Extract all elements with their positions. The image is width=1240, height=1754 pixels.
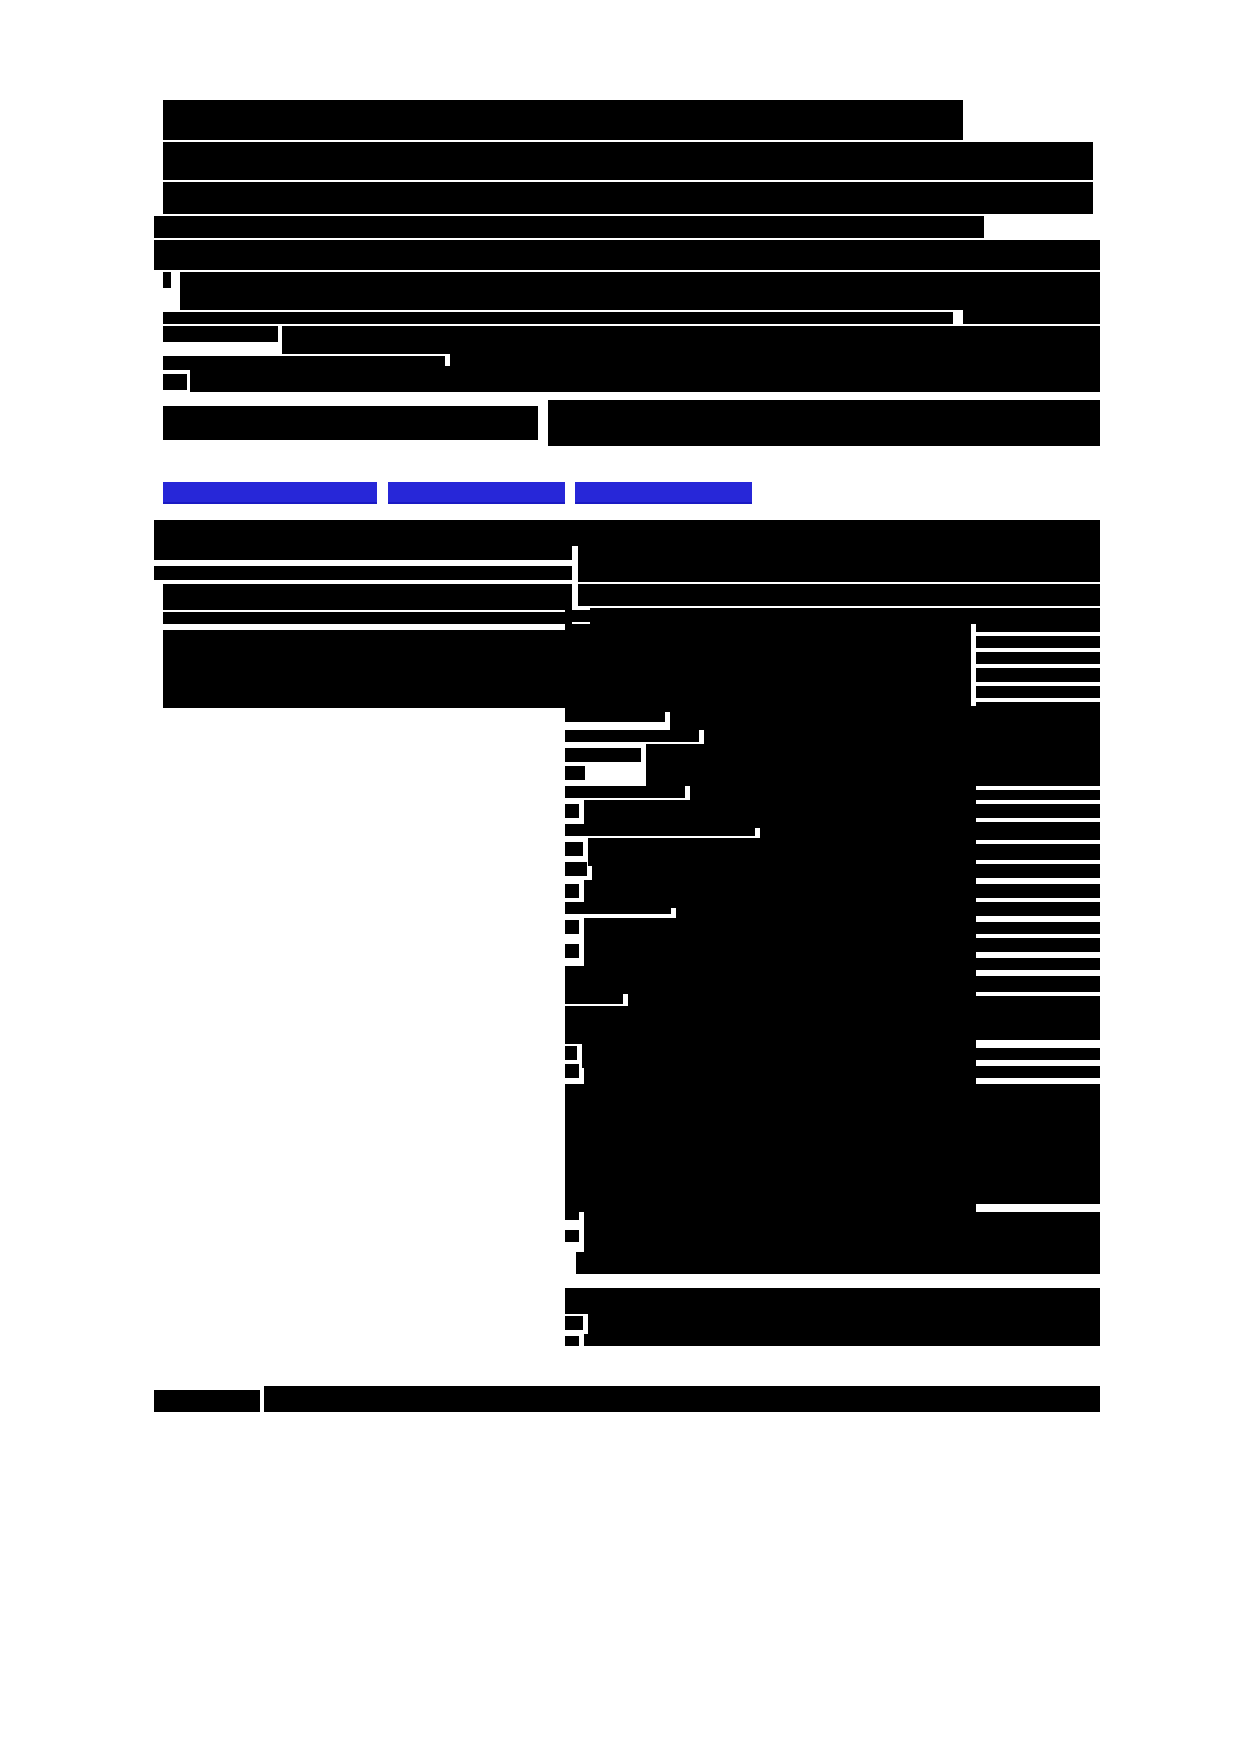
- right-line-41: [565, 944, 579, 958]
- document-title-text: [0, 0, 1, 1]
- right-line-48: [976, 996, 1100, 1040]
- section-heading-line: [163, 406, 538, 440]
- title-line-1: [163, 100, 963, 140]
- section-heading-text: [0, 0, 1, 1]
- right-line-43: [976, 958, 1100, 970]
- byline-line-4a: [163, 312, 953, 324]
- right-line-2: [565, 624, 971, 712]
- byline-line-1: [154, 216, 984, 238]
- abstract-text: [0, 0, 1, 1]
- email-link-2[interactable]: [388, 482, 565, 504]
- right-line-56: [565, 1084, 1100, 1196]
- right-line-68: [565, 1336, 579, 1346]
- right-line-24: [976, 822, 1100, 840]
- right-line-53: [565, 1064, 579, 1078]
- right-line-13: [565, 748, 641, 762]
- right-line-3: [976, 624, 1100, 632]
- right-line-66: [565, 1316, 583, 1330]
- right-line-65: [565, 1288, 1100, 1314]
- right-line-50: [565, 1046, 577, 1060]
- byline-marker-1: [163, 272, 171, 288]
- right-line-15: [565, 766, 585, 780]
- abstract-line-2a: [154, 546, 572, 560]
- right-line-67: [588, 1314, 1100, 1336]
- right-line-40: [976, 938, 1100, 952]
- title-line-2: [163, 142, 1093, 180]
- right-line-27: [976, 844, 1100, 860]
- left-column-lines: [163, 630, 572, 708]
- byline-marker-2: [163, 374, 187, 390]
- right-line-4: [976, 636, 1100, 648]
- abstract-line-3a: [154, 566, 572, 580]
- right-line-11: [565, 730, 699, 742]
- right-line-18: [976, 790, 1100, 800]
- right-line-25: [565, 842, 583, 856]
- right-line-55: [976, 1066, 1100, 1078]
- title-line-3: [163, 182, 1093, 214]
- right-line-33: [976, 884, 1100, 898]
- abstract-line-1: [154, 520, 1100, 546]
- right-line-28: [565, 862, 587, 876]
- right-line-52: [976, 1048, 1100, 1060]
- right-line-63: [584, 1228, 1100, 1252]
- right-column-text: [0, 0, 1, 1]
- right-line-31: [565, 884, 579, 898]
- author-byline-text: [0, 0, 1, 1]
- right-line-14: [646, 744, 1100, 786]
- email-link-1[interactable]: [163, 482, 377, 504]
- byline-line-2: [154, 240, 1100, 270]
- right-line-1: [565, 610, 1100, 622]
- right-line-60: [584, 1208, 976, 1230]
- right-line-58: [976, 1196, 1100, 1204]
- right-line-36: [976, 902, 1100, 916]
- right-line-6: [976, 668, 1100, 682]
- abstract-line-5a: [163, 612, 572, 624]
- footnote-line-1a: [154, 1390, 260, 1412]
- right-line-64: [576, 1252, 1100, 1274]
- byline-line-3: [180, 272, 1100, 310]
- abstract-line-4a: [163, 584, 572, 610]
- byline-line-7: [190, 366, 1100, 392]
- right-line-34: [565, 902, 671, 914]
- email-link-3[interactable]: [575, 482, 752, 504]
- right-line-39: [976, 922, 1100, 934]
- right-line-46: [565, 992, 623, 1004]
- section-heading-line-right: [548, 400, 1100, 446]
- right-line-19: [565, 804, 579, 818]
- right-line-21: [976, 804, 1100, 818]
- right-line-16: [565, 786, 685, 798]
- right-line-45: [976, 976, 1100, 992]
- right-line-9: [565, 712, 665, 722]
- right-line-62: [565, 1230, 579, 1242]
- byline-line-4b: [963, 300, 1100, 324]
- abstract-line-2b: [578, 546, 1100, 582]
- right-line-30: [976, 864, 1100, 878]
- right-line-7: [976, 686, 1100, 698]
- left-column-text: [0, 0, 1, 1]
- right-line-49: [565, 1006, 976, 1044]
- footnote-line-1b: [264, 1386, 1100, 1412]
- byline-line-5a: [163, 326, 278, 342]
- abstract-line-4b: [578, 584, 1100, 606]
- right-line-59: [565, 1210, 579, 1220]
- right-line-37: [565, 920, 579, 934]
- footnote-text: [0, 0, 1, 1]
- right-line-5: [976, 652, 1100, 664]
- right-line-69: [584, 1334, 1100, 1346]
- right-line-22: [565, 824, 755, 836]
